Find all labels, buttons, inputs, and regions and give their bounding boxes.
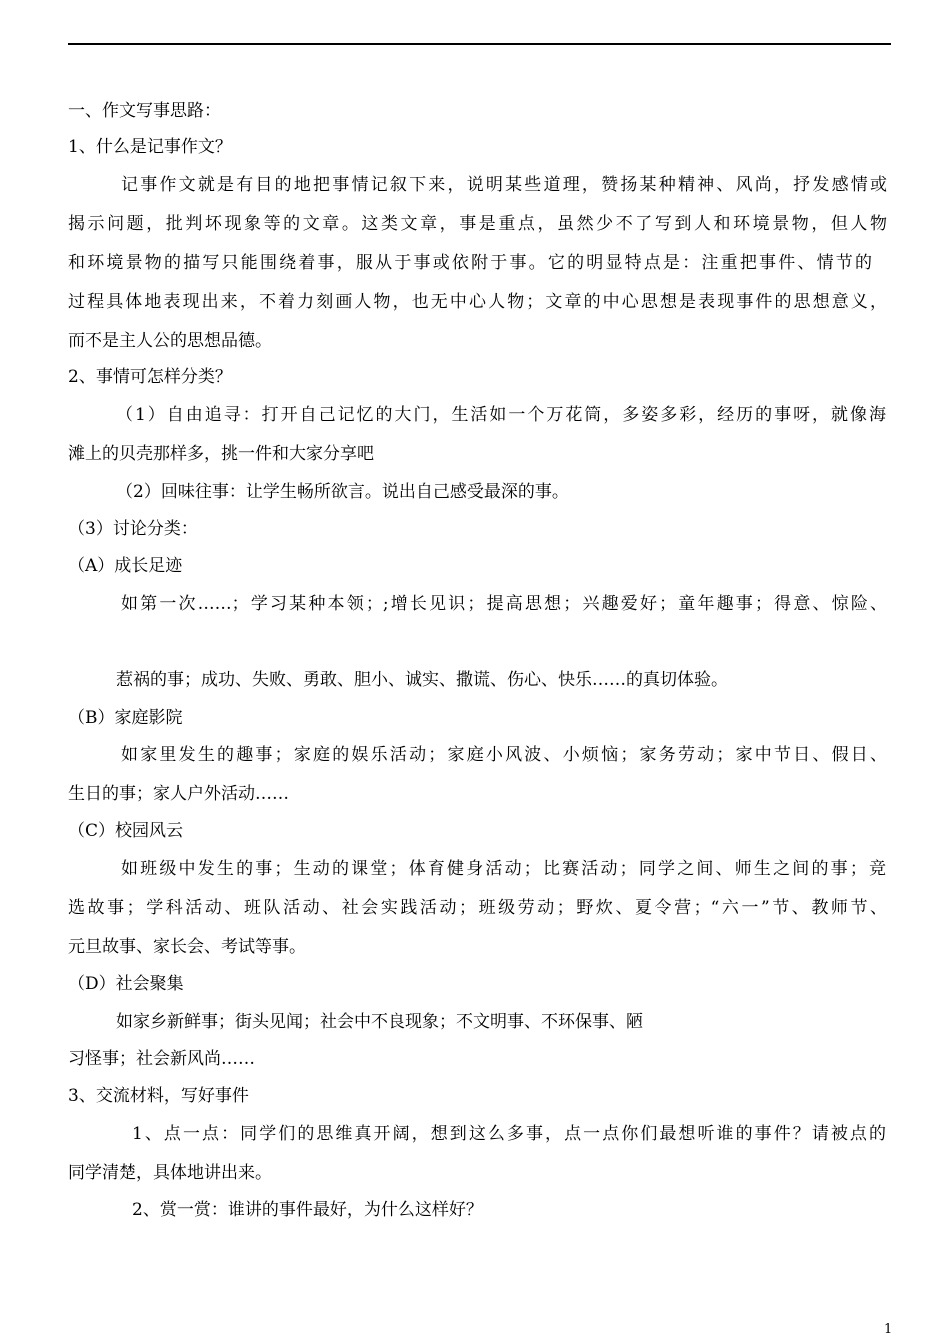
paragraph-line: 和环境景物的描写只能围绕着事，服从于事或依附于事。它的明显特点是：注重把事件、情节的 <box>68 253 872 273</box>
category-heading-d: （D）社会聚集 <box>68 974 184 994</box>
paragraph-line: 2、赏一赏：谁讲的事件最好，为什么这样好？ <box>132 1200 483 1220</box>
paragraph-line: （2）回味往事：让学生畅所欲言。说出自己感受最深的事。 <box>116 482 569 502</box>
category-heading-a: （A）成长足迹 <box>68 556 183 576</box>
paragraph-line: 如家乡新鲜事；街头见闻；社会中不良现象；不文明事、不环保事、陋 <box>116 1012 643 1032</box>
paragraph-line: 生日的事；家人户外活动…… <box>68 784 289 804</box>
paragraph-line: 如班级中发生的事；生动的课堂；体育健身活动；比赛活动；同学之间、师生之间的事；竞 <box>121 859 886 879</box>
paragraph-line: 选故事；学科活动、班队活动、社会实践活动；班级劳动；野炊、夏令营；“六一”节、教师节、 <box>68 898 887 918</box>
subheading: （3）讨论分类： <box>68 519 198 539</box>
paragraph-line: 如家里发生的趣事；家庭的娱乐活动；家庭小风波、小烦恼；家务劳动；家中节日、假日、 <box>121 745 887 765</box>
paragraph-line: 记事作文就是有目的地把事情记叙下来，说明某些道理，赞扬某种精神、风尚，抒发感情或 <box>121 175 887 195</box>
question-1: 1、什么是记事作文？ <box>68 137 232 157</box>
paragraph-line: 揭示问题，批判坏现象等的文章。这类文章，事是重点，虽然少不了写到人和环境景物，但人物 <box>68 214 887 234</box>
paragraph-line: 1、点一点：同学们的思维真开阔，想到这么多事，点一点你们最想听谁的事件？请被点的 <box>132 1124 886 1144</box>
category-heading-c: （C）校园风云 <box>68 821 184 841</box>
question-2: 2、事情可怎样分类？ <box>68 367 232 387</box>
paragraph-line: 同学清楚，具体地讲出来。 <box>68 1163 272 1183</box>
section-heading-3: 3、交流材料，写好事件 <box>68 1086 249 1106</box>
paragraph-line: 元旦故事、家长会、考试等事。 <box>68 937 306 957</box>
paragraph-line: 而不是主人公的思想品德。 <box>68 331 272 351</box>
paragraph-line: （1）自由追寻：打开自己记忆的大门，生活如一个万花筒，多姿多彩，经历的事呀，就像海 <box>116 405 886 425</box>
page-number: 1 <box>884 1322 893 1337</box>
section-heading-1: 一、作文写事思路： <box>68 101 221 121</box>
category-heading-b: （B）家庭影院 <box>68 708 183 728</box>
paragraph-line: 惹祸的事；成功、失败、勇敢、胆小、诚实、撒谎、伤心、快乐……的真切体验。 <box>116 670 728 690</box>
header-rule <box>68 43 891 45</box>
paragraph-line: 过程具体地表现出来，不着力刻画人物，也无中心人物；文章的中心思想是表现事件的思想意义， <box>68 292 887 312</box>
paragraph-line: 如第一次……；学习某种本领；;增长见识；提高思想；兴趣爱好；童年趣事；得意、惊险、 <box>121 594 887 614</box>
paragraph-line: 滩上的贝壳那样多，挑一件和大家分享吧 <box>68 444 374 464</box>
paragraph-line: 习怪事；社会新风尚…… <box>68 1049 255 1069</box>
